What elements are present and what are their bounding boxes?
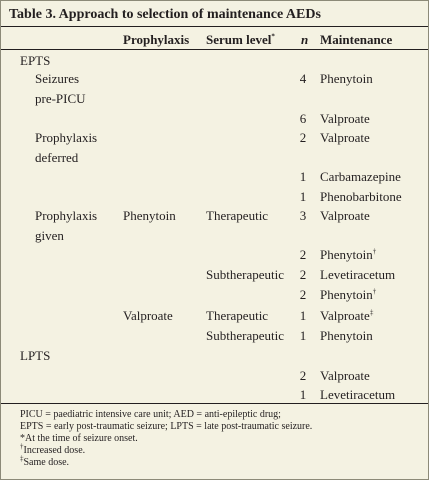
footnote-dagger: †Increased dose. — [20, 442, 86, 456]
header-n: n — [301, 32, 309, 47]
row-maintenance: Carbamazepine — [320, 169, 401, 184]
row-maintenance: Valproate — [320, 111, 370, 126]
row-maintenance: Valproate — [320, 130, 370, 145]
row-n: 6 — [299, 111, 307, 126]
row-maintenance: Phenytoin — [320, 328, 373, 343]
footnote-star: *At the time of seizure onset. — [20, 433, 138, 444]
row-n: 4 — [299, 71, 307, 86]
serum-level-subtherapeutic: Subtherapeutic — [206, 328, 284, 343]
prophylaxis-valproate: Valproate — [123, 308, 173, 323]
serum-level-therapeutic: Therapeutic — [206, 308, 269, 323]
row-maintenance: Phenytoin† — [320, 247, 377, 262]
header-prophylaxis: Prophylaxis — [123, 32, 190, 47]
row-maintenance: Levetiracetum — [320, 387, 396, 402]
row-n: 1 — [299, 308, 307, 323]
group-seizures-pre-picu-line1: Seizures — [35, 71, 80, 86]
prophylaxis-phenytoin: Phenytoin — [123, 208, 176, 223]
footnote-double-dagger: ‡Same dose. — [20, 454, 70, 468]
group-given-line1: Prophylaxis — [35, 208, 98, 223]
table-bottom-rule — [1, 403, 428, 404]
footnote-abbrev-1: PICU = paediatric intensive care unit; AED = anti-epileptic drug; — [20, 409, 281, 420]
group-deferred-line2: deferred — [35, 150, 79, 165]
table-top-rule — [1, 26, 428, 27]
row-maintenance: Valproate‡ — [320, 308, 374, 323]
row-n: 1 — [299, 387, 307, 402]
header-serum-level: Serum level* — [206, 32, 275, 47]
group-deferred-line1: Prophylaxis — [35, 130, 98, 145]
row-n: 2 — [299, 247, 307, 262]
row-n: 1 — [299, 328, 307, 343]
footnote-abbrev-2: EPTS = early post-traumatic seizure; LPTS = late post-traumatic seizure. — [20, 421, 313, 432]
row-n: 2 — [299, 368, 307, 383]
header-maintenance: Maintenance — [320, 32, 393, 47]
row-n: 2 — [299, 267, 307, 282]
row-maintenance: Valproate — [320, 208, 370, 223]
section-lpts: LPTS — [20, 348, 51, 363]
row-n: 2 — [299, 287, 307, 302]
row-maintenance: Levetiracetum — [320, 267, 396, 282]
row-maintenance: Phenytoin† — [320, 287, 377, 302]
row-n: 2 — [299, 130, 307, 145]
group-seizures-pre-picu-line2: pre-PICU — [35, 91, 86, 106]
row-n: 1 — [299, 189, 307, 204]
row-n: 3 — [299, 208, 307, 223]
section-epts: EPTS — [20, 53, 51, 68]
serum-level-therapeutic: Therapeutic — [206, 208, 269, 223]
row-maintenance: Valproate — [320, 368, 370, 383]
group-given-line2: given — [35, 228, 64, 243]
row-maintenance: Phenobarbitone — [320, 189, 402, 204]
header-rule — [1, 49, 428, 50]
row-maintenance: Phenytoin — [320, 71, 373, 86]
table-title: Table 3. Approach to selection of maintenance AEDs — [9, 7, 321, 22]
row-n: 1 — [299, 169, 307, 184]
serum-level-subtherapeutic: Subtherapeutic — [206, 267, 284, 282]
